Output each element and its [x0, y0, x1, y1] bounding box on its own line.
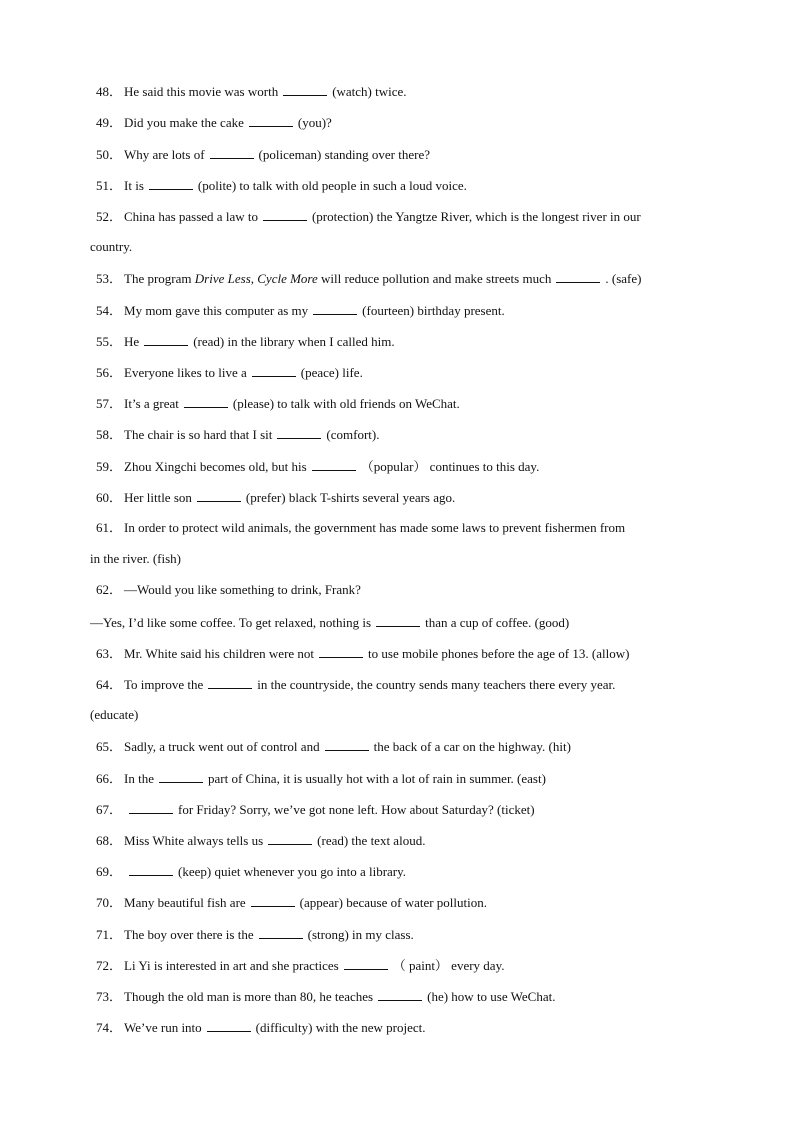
question-hint: (peace) life. — [300, 365, 363, 380]
question-hint: . (safe) — [605, 271, 642, 286]
question-number: 52． — [96, 209, 123, 224]
question-text: China has passed a law to — [124, 209, 258, 224]
question-text: Though the old man is more than 80, he teaches — [124, 989, 374, 1004]
question-64 — [96, 676, 615, 693]
question-text-continued: will reduce pollution and make streets much — [321, 271, 552, 286]
question-61-continued — [90, 551, 181, 567]
question-54 — [96, 302, 505, 319]
question-59 — [96, 458, 539, 475]
answer-blank[interactable] — [376, 614, 420, 627]
question-text: Li Yi is interested in art and she practices — [124, 958, 339, 973]
answer-blank[interactable] — [312, 458, 356, 471]
continuation-text: in the river. (fish) — [90, 551, 181, 566]
answer-blank[interactable] — [325, 738, 369, 751]
answer-blank[interactable] — [319, 645, 363, 658]
question-hint: (prefer) black T-shirts several years ago. — [245, 490, 456, 505]
question-text: Her little son — [124, 490, 192, 505]
question-58 — [96, 426, 379, 443]
question-hint: to use mobile phones before the age of 13. (allow) — [368, 646, 630, 661]
question-hint: (he) how to use WeChat. — [427, 989, 556, 1004]
answer-blank[interactable] — [184, 395, 228, 408]
question-74 — [96, 1019, 425, 1036]
question-number: 65． — [96, 739, 123, 754]
question-52 — [96, 208, 641, 225]
answer-blank[interactable] — [249, 114, 293, 127]
question-number: 53． — [96, 271, 123, 286]
program-title: Drive Less, Cycle More — [194, 271, 318, 286]
question-number: 62． — [96, 582, 123, 597]
question-hint: (read) in the library when I called him. — [193, 334, 395, 349]
question-66 — [96, 770, 546, 787]
question-52-continued — [90, 239, 132, 255]
question-number: 59． — [96, 459, 123, 474]
answer-blank[interactable] — [268, 832, 312, 845]
question-text: Everyone likes to live a — [124, 365, 247, 380]
question-text: The program — [124, 271, 192, 286]
question-61 — [96, 520, 625, 536]
question-number: 51． — [96, 178, 123, 193]
question-text: The boy over there is the — [124, 927, 254, 942]
question-text: Zhou Xingchi becomes old, but his — [124, 459, 307, 474]
question-60 — [96, 489, 455, 506]
question-number: 55． — [96, 334, 123, 349]
question-70 — [96, 894, 487, 911]
question-hint: (comfort). — [326, 427, 380, 442]
question-number: 58． — [96, 427, 123, 442]
question-72 — [96, 957, 504, 974]
answer-blank[interactable] — [251, 894, 295, 907]
question-text: In the — [124, 771, 154, 786]
question-text: The chair is so hard that I sit — [124, 427, 273, 442]
question-hint: (difficulty) with the new project. — [255, 1020, 426, 1035]
question-number: 54． — [96, 303, 123, 318]
question-48 — [96, 83, 407, 100]
question-text: To improve the — [124, 677, 204, 692]
question-number: 60． — [96, 490, 123, 505]
question-69 — [96, 863, 406, 880]
answer-blank[interactable] — [378, 988, 422, 1001]
question-number: 50． — [96, 147, 123, 162]
question-number: 56． — [96, 365, 123, 380]
question-number: 61． — [96, 520, 123, 535]
question-text: Why are lots of — [124, 147, 205, 162]
answer-blank[interactable] — [252, 364, 296, 377]
answer-blank[interactable] — [210, 146, 254, 159]
question-hint: in the countryside, the country sends many teachers there every year. — [257, 677, 616, 692]
question-text: Sadly, a truck went out of control and — [124, 739, 320, 754]
question-number: 73． — [96, 989, 123, 1004]
question-hint: (keep) quiet whenever you go into a library. — [178, 864, 407, 879]
question-number: 64． — [96, 677, 123, 692]
question-text: Did you make the cake — [124, 115, 244, 130]
answer-blank[interactable] — [197, 489, 241, 502]
question-number: 66． — [96, 771, 123, 786]
question-71 — [96, 926, 414, 943]
question-text: It is — [124, 178, 144, 193]
question-number: 72． — [96, 958, 123, 973]
question-hint: for Friday? Sorry, we’ve got none left. How about Saturday? (ticket) — [178, 802, 535, 817]
answer-blank[interactable] — [556, 270, 600, 283]
continuation-text: country. — [90, 239, 133, 254]
question-text: In order to protect wild animals, the government has made some laws to prevent fishermen from — [124, 520, 626, 535]
question-number: 48． — [96, 84, 123, 99]
question-56 — [96, 364, 363, 381]
question-hint: (policeman) standing over there? — [258, 147, 430, 162]
question-51 — [96, 177, 467, 194]
question-hint: (appear) because of water pollution. — [299, 895, 488, 910]
answer-blank[interactable] — [283, 83, 327, 96]
answer-blank[interactable] — [259, 926, 303, 939]
question-number: 57． — [96, 396, 123, 411]
question-number: 71． — [96, 927, 123, 942]
question-62 — [96, 582, 361, 598]
question-63 — [96, 645, 629, 662]
answer-blank[interactable] — [159, 770, 203, 783]
answer-blank[interactable] — [344, 957, 388, 970]
question-number: 69． — [96, 864, 123, 879]
question-hint: than a cup of coffee. (good) — [425, 615, 570, 630]
question-number: 67． — [96, 802, 123, 817]
question-text: My mom gave this computer as my — [124, 303, 309, 318]
question-text: —Would you like something to drink, Frank? — [124, 582, 361, 597]
question-text: Many beautiful fish are — [124, 895, 246, 910]
question-hint: (polite) to talk with old people in such a loud voice. — [197, 178, 467, 193]
question-64-continued — [90, 707, 138, 723]
question-hint: (you)? — [297, 115, 332, 130]
answer-blank[interactable] — [129, 801, 173, 814]
question-number: 70． — [96, 895, 123, 910]
question-hint: (please) to talk with old friends on WeChat. — [232, 396, 460, 411]
question-67 — [96, 801, 535, 818]
question-text: It’s a great — [124, 396, 179, 411]
question-55 — [96, 333, 395, 350]
question-hint: (protection) the Yangtze River, which is the longest river in our — [311, 209, 641, 224]
question-49 — [96, 114, 332, 131]
answer-blank[interactable] — [207, 1019, 251, 1032]
question-hint: (strong) in my class. — [307, 927, 414, 942]
question-text: Miss White always tells us — [124, 833, 264, 848]
question-hint: (fourteen) birthday present. — [362, 303, 505, 318]
question-hint: (read) the text aloud. — [317, 833, 426, 848]
question-hint: （popular） continues to this day. — [360, 459, 540, 474]
question-53 — [96, 270, 641, 287]
question-number: 49． — [96, 115, 123, 130]
question-hint: part of China, it is usually hot with a lot of rain in summer. (east) — [207, 771, 546, 786]
question-text: He — [124, 334, 140, 349]
question-text: Mr. White said his children were not — [124, 646, 315, 661]
question-73 — [96, 988, 555, 1005]
answer-blank[interactable] — [144, 333, 188, 346]
question-hint: （ paint） every day. — [392, 958, 505, 973]
question-50 — [96, 146, 430, 163]
question-text: He said this movie was worth — [124, 84, 279, 99]
answer-blank[interactable] — [208, 676, 252, 689]
answer-blank[interactable] — [149, 177, 193, 190]
continuation-text: —Yes, I’d like some coffee. To get relaxed, nothing is — [90, 615, 372, 630]
answer-blank[interactable] — [313, 302, 357, 315]
question-68 — [96, 832, 425, 849]
question-text: We’ve run into — [124, 1020, 202, 1035]
question-hint: the back of a car on the highway. (hit) — [373, 739, 571, 754]
question-hint: (watch) twice. — [332, 84, 407, 99]
answer-blank[interactable] — [277, 426, 321, 439]
continuation-text: (educate) — [90, 707, 139, 722]
question-57 — [96, 395, 460, 412]
question-62-reply — [90, 614, 569, 631]
answer-blank[interactable] — [129, 863, 173, 876]
question-number: 68． — [96, 833, 123, 848]
question-number: 74． — [96, 1020, 123, 1035]
answer-blank[interactable] — [263, 208, 307, 221]
question-number: 63． — [96, 646, 123, 661]
question-65 — [96, 738, 571, 755]
